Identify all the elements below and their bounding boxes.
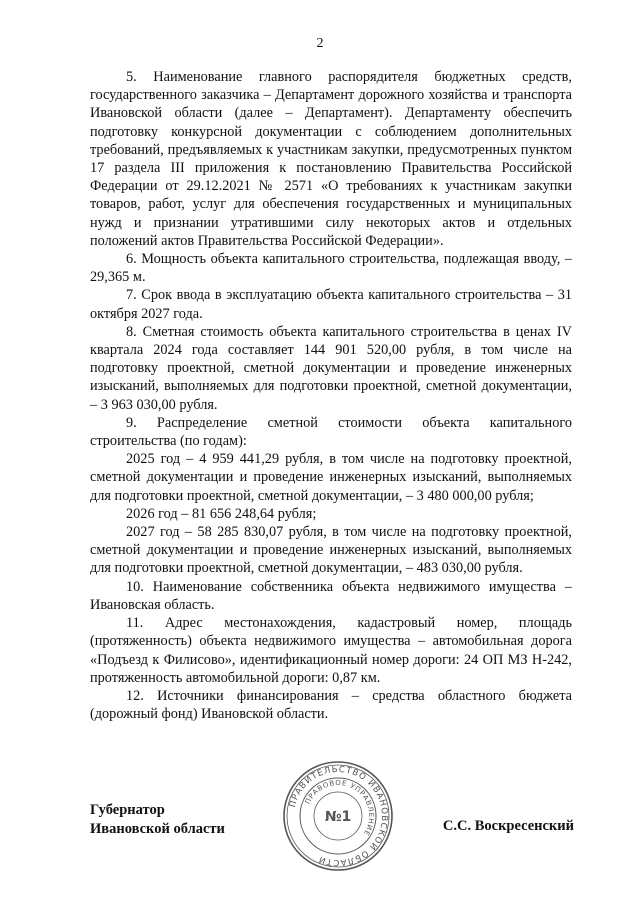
seal-icon [282, 760, 394, 872]
paragraph-7: 7. Срок ввода в эксплуатацию объекта капитального строительства – 31 октября 2027 года. [90, 287, 572, 322]
signatory-title [90, 801, 225, 838]
document-body [90, 68, 572, 723]
paragraph-2025: 2025 год – 4 959 441,29 рубля, в том числе на подготовку проектной, сметной документации и проведение инженерных изысканий, выполняемых для подготовки проектной, сметной документации, – 3 480 000,00 рубля; [90, 451, 572, 504]
paragraph-2027: 2027 год – 58 285 830,07 рубля, в том числе на подготовку проектной, сметной документации и проведение инженерных изысканий, выполняемых для подготовки проектной, сметной документации, – 483 030,00 рубля. [90, 524, 572, 577]
paragraph-12: 12. Источники финансирования – средства областного бюджета (дорожный фонд) Ивановской области. [90, 687, 572, 723]
signatory-name: С.С. Воскресенский [442, 818, 574, 834]
paragraph-9: 9. Распределение сметной стоимости объекта капитального строительства (по годам): [90, 414, 572, 450]
seal-center-text: №1 [324, 809, 352, 825]
paragraph-10: 10. Наименование собственника объекта недвижимого имущества – Ивановская область. [90, 578, 572, 613]
paragraph-2026: 2026 год – 81 656 248,64 рубля; [126, 505, 317, 522]
signatory-title-line2: Ивановской области [90, 820, 225, 837]
seal-inner-text: ПРАВОВОЕ УПРАВЛЕНИЕ [303, 778, 376, 838]
page-number: 2 [316, 36, 324, 51]
signatory-title-line1: Губернатор [90, 802, 165, 818]
paragraph-6: 6. Мощность объекта капитального строительства, подлежащая вводу, – 29,365 м. [90, 251, 572, 286]
paragraph-5: 5. Наименование главного распорядителя бюджетных средств, государственного заказчика – Департамент дорожного хозяйства и транспорта Ивановской области (далее – Департамент). Департаменту обеспечить подготовку конкурсной документации с соблюдением дополнительных требований, предъявляемых к участникам закупки, предусмотренных пунктом 17 раздела III приложения к постановлению Правительства Российской Федерации от 29.12.2021 № 2571 «О требованиях к участникам закупки товаров, работ, услуг для обеспечения государственных и муниципальных нужд и признании утратившими силу некоторых актов и отдельных положений актов Правительства Российской Федерации». [90, 69, 572, 249]
paragraph-8: 8. Сметная стоимость объекта капитального строительства в ценах IV квартала 2024 года составляет 144 901 520,00 рубля, в том числе на подготовку проектной, сметной документации и проведение инженерных изысканий, выполняемых для подготовки проектной, сметной документации, – 3 963 030,00 рубля. [90, 323, 572, 413]
official-seal [282, 760, 394, 872]
paragraph-11: 11. Адрес местонахождения, кадастровый номер, площадь (протяженность) объекта недвижимого имущества – автомобильная дорога «Подъезд к Филисово», идентификационный номер дороги: 24 ОП МЗ Н-242, протяженность автомобильной дороги: 0,87 км. [90, 615, 572, 686]
seal-outer-text: ПРАВИТЕЛЬСТВО ИВАНОВСКОЙ ОБЛАСТИ [287, 764, 390, 868]
